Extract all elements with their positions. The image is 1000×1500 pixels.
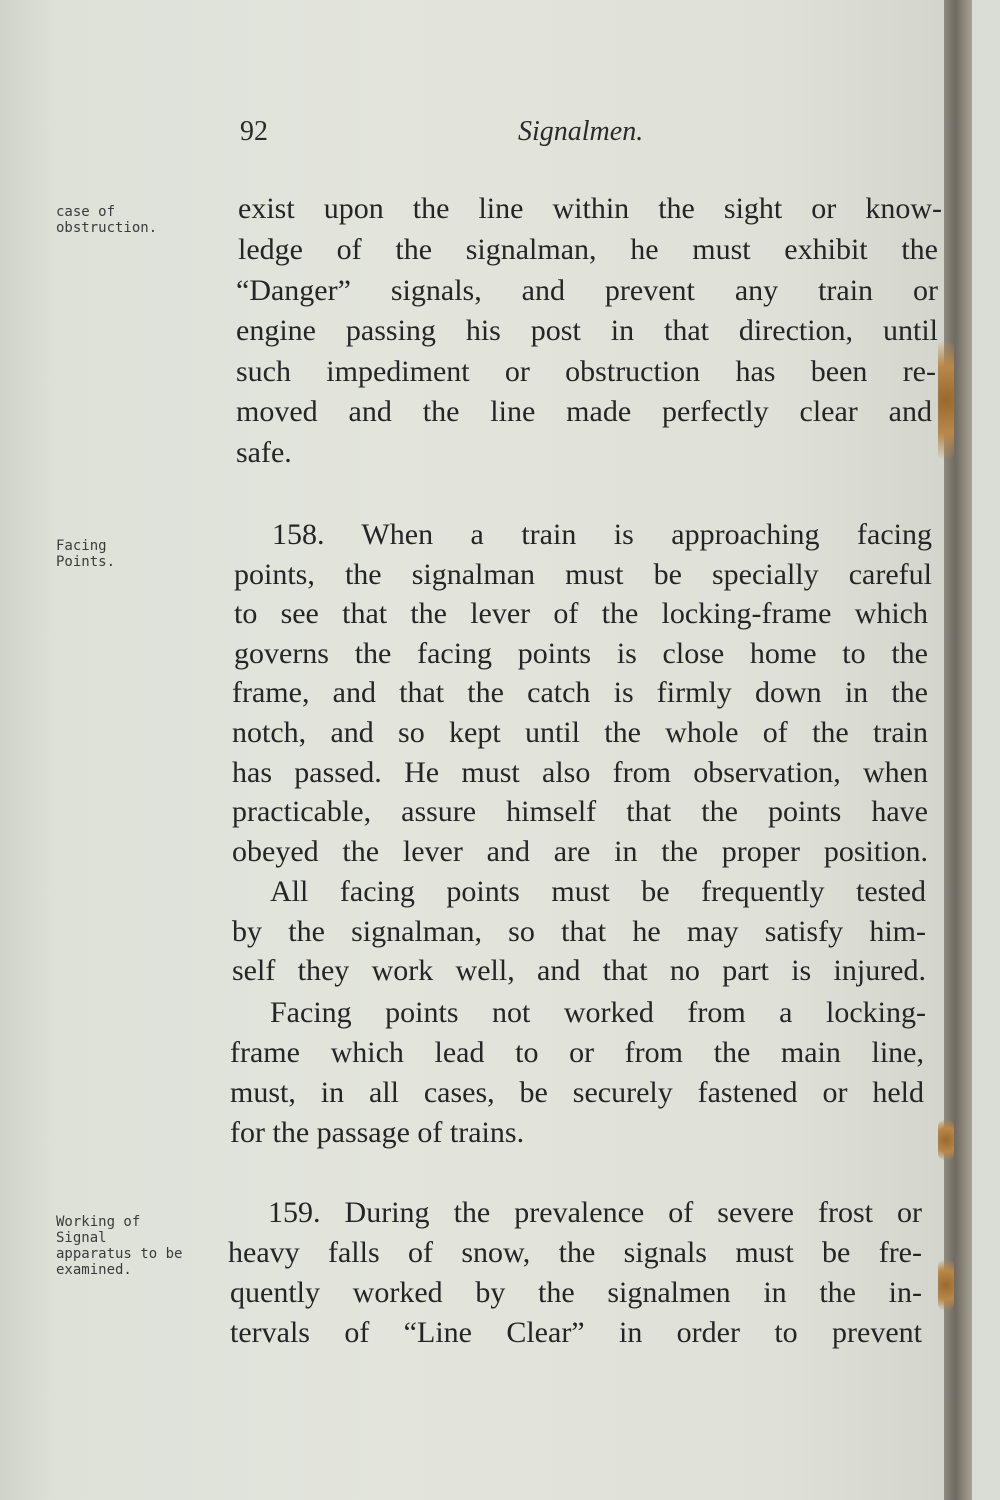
body-line: frame which lead to or from the main line, <box>230 1036 924 1069</box>
body-line: quently worked by the signalmen in the in- <box>230 1276 922 1309</box>
body-line: to see that the lever of the locking-frame which <box>234 597 928 630</box>
body-line: 158. When a train is approaching facing <box>272 518 932 551</box>
body-line: safe. <box>236 436 292 469</box>
body-line: practicable, assure himself that the points have <box>232 795 928 828</box>
body-line: self they work well, and that no part is injured. <box>232 954 926 987</box>
body-line: obeyed the lever and are in the proper position. <box>232 835 928 868</box>
margin-note-line: Working of <box>56 1214 141 1230</box>
body-line: “Danger” signals, and prevent any train or <box>236 274 938 307</box>
body-line: moved and the line made perfectly clear and <box>236 395 932 428</box>
margin-note-line: case of <box>56 204 116 220</box>
margin-note-line: apparatus to be <box>56 1246 183 1262</box>
body-line: by the signalman, so that he may satisfy him- <box>232 915 926 948</box>
body-line: ledge of the signalman, he must exhibit the <box>238 233 938 266</box>
body-line: Facing points not worked from a locking- <box>270 996 926 1029</box>
body-line: governs the facing points is close home to the <box>234 637 928 670</box>
body-line: heavy falls of snow, the signals must be fre- <box>228 1236 922 1269</box>
margin-note-line: examined. <box>56 1262 132 1278</box>
body-line: points, the signalman must be specially careful <box>234 558 932 591</box>
margin-note <box>56 204 226 236</box>
running-head: Signalmen. <box>518 116 644 147</box>
body-line: must, in all cases, be securely fastened or held <box>230 1076 924 1109</box>
page-stain <box>938 1260 954 1310</box>
body-line: All facing points must be frequently tested <box>270 875 926 908</box>
body-line: notch, and so kept until the whole of the train <box>232 716 928 749</box>
body-line: exist upon the line within the sight or know- <box>238 192 942 225</box>
body-line: for the passage of trains. <box>230 1116 525 1149</box>
page-stain <box>938 340 954 460</box>
page-stain <box>938 1120 954 1160</box>
margin-note-line: Points. <box>56 554 116 570</box>
margin-note <box>56 538 226 570</box>
body-line: 159. During the prevalence of severe frost or <box>268 1196 922 1229</box>
body-line: engine passing his post in that direction, until <box>236 314 938 347</box>
margin-note-line: obstruction. <box>56 220 158 236</box>
body-line: such impediment or obstruction has been re- <box>236 355 936 388</box>
margin-note-line: Facing <box>56 538 107 554</box>
body-line: frame, and that the catch is firmly down in the <box>232 676 928 709</box>
body-line: tervals of “Line Clear” in order to prevent <box>230 1316 922 1349</box>
body-line: has passed. He must also from observation, when <box>232 756 928 789</box>
margin-note <box>56 1214 226 1278</box>
page-number: 92 <box>240 116 268 147</box>
margin-note-line: Signal <box>56 1230 107 1246</box>
